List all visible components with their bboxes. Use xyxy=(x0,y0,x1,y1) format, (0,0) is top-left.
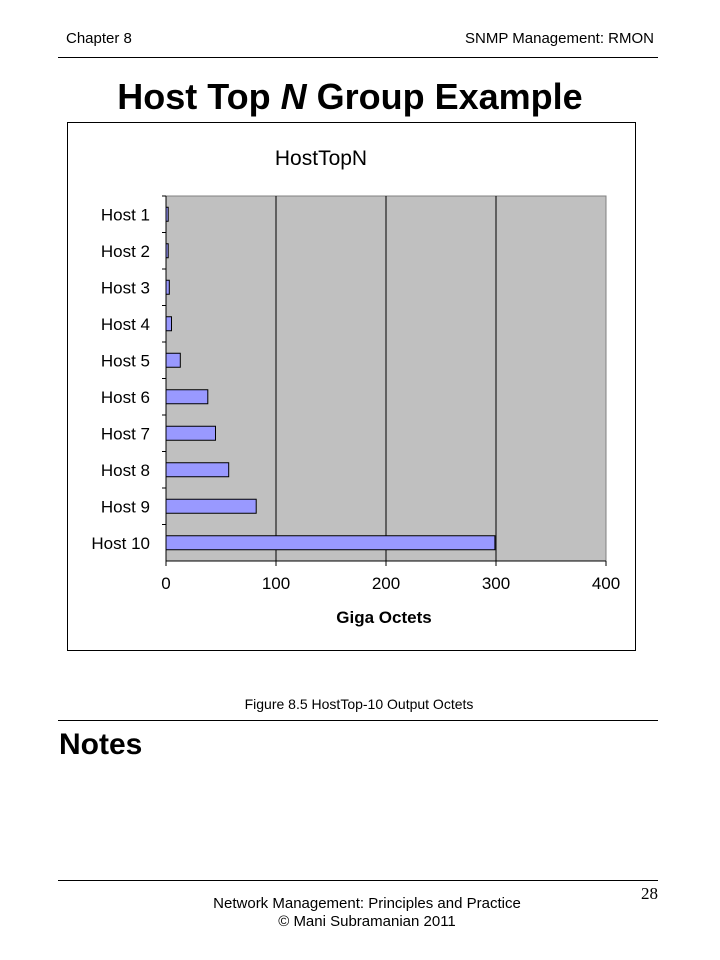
header-divider xyxy=(58,57,658,58)
y-tick-label: Host 6 xyxy=(100,387,150,407)
bar-host-9 xyxy=(166,499,256,513)
topic-label: SNMP Management: RMON xyxy=(465,30,654,47)
notes-heading: Notes xyxy=(59,728,143,761)
footer-book-title: Network Management: Principles and Practice xyxy=(213,895,521,912)
footer-divider xyxy=(58,880,658,881)
y-tick-label: Host 3 xyxy=(100,278,150,298)
y-tick-label: Host 7 xyxy=(100,424,150,444)
slide-title-suffix: Group Example xyxy=(306,76,583,117)
y-tick-label: Host 8 xyxy=(100,460,150,480)
bar-host-4 xyxy=(166,317,172,331)
slide-title xyxy=(0,76,700,118)
x-axis-label: Giga Octets xyxy=(336,608,432,627)
chapter-label: Chapter 8 xyxy=(66,30,132,47)
x-tick-label: 200 xyxy=(371,574,401,593)
bar-host-6 xyxy=(166,390,208,404)
slide-title-italic: N xyxy=(280,76,307,117)
bar-host-7 xyxy=(166,426,216,440)
y-tick-label: Host 9 xyxy=(100,497,150,517)
page-number: 28 xyxy=(641,884,658,903)
y-tick-label: Host 2 xyxy=(100,241,150,261)
x-tick-label: 300 xyxy=(481,574,511,593)
bar-host-8 xyxy=(166,463,229,477)
x-tick-label: 400 xyxy=(591,574,621,593)
notes-divider xyxy=(58,720,658,721)
chart-title: HostTopN xyxy=(274,147,368,170)
y-tick-label: Host 4 xyxy=(100,314,150,334)
bar-host-2 xyxy=(166,244,168,258)
host-top-n-chart xyxy=(68,123,635,650)
footer-copyright: © Mani Subramanian 2011 xyxy=(278,913,456,930)
y-tick-label: Host 1 xyxy=(100,205,150,225)
x-tick-label: 100 xyxy=(261,574,291,593)
bar-host-1 xyxy=(166,207,168,221)
x-tick-label: 0 xyxy=(161,574,171,593)
bar-host-5 xyxy=(166,353,180,367)
slide-title-prefix: Host Top xyxy=(117,76,281,117)
bar-host-10 xyxy=(166,536,495,550)
figure-caption: Figure 8.5 HostTop-10 Output Octets xyxy=(244,696,474,712)
y-tick-label: Host 10 xyxy=(91,533,150,553)
y-tick-label: Host 5 xyxy=(100,351,150,371)
bar-host-3 xyxy=(166,280,169,294)
chart-frame xyxy=(67,122,636,651)
